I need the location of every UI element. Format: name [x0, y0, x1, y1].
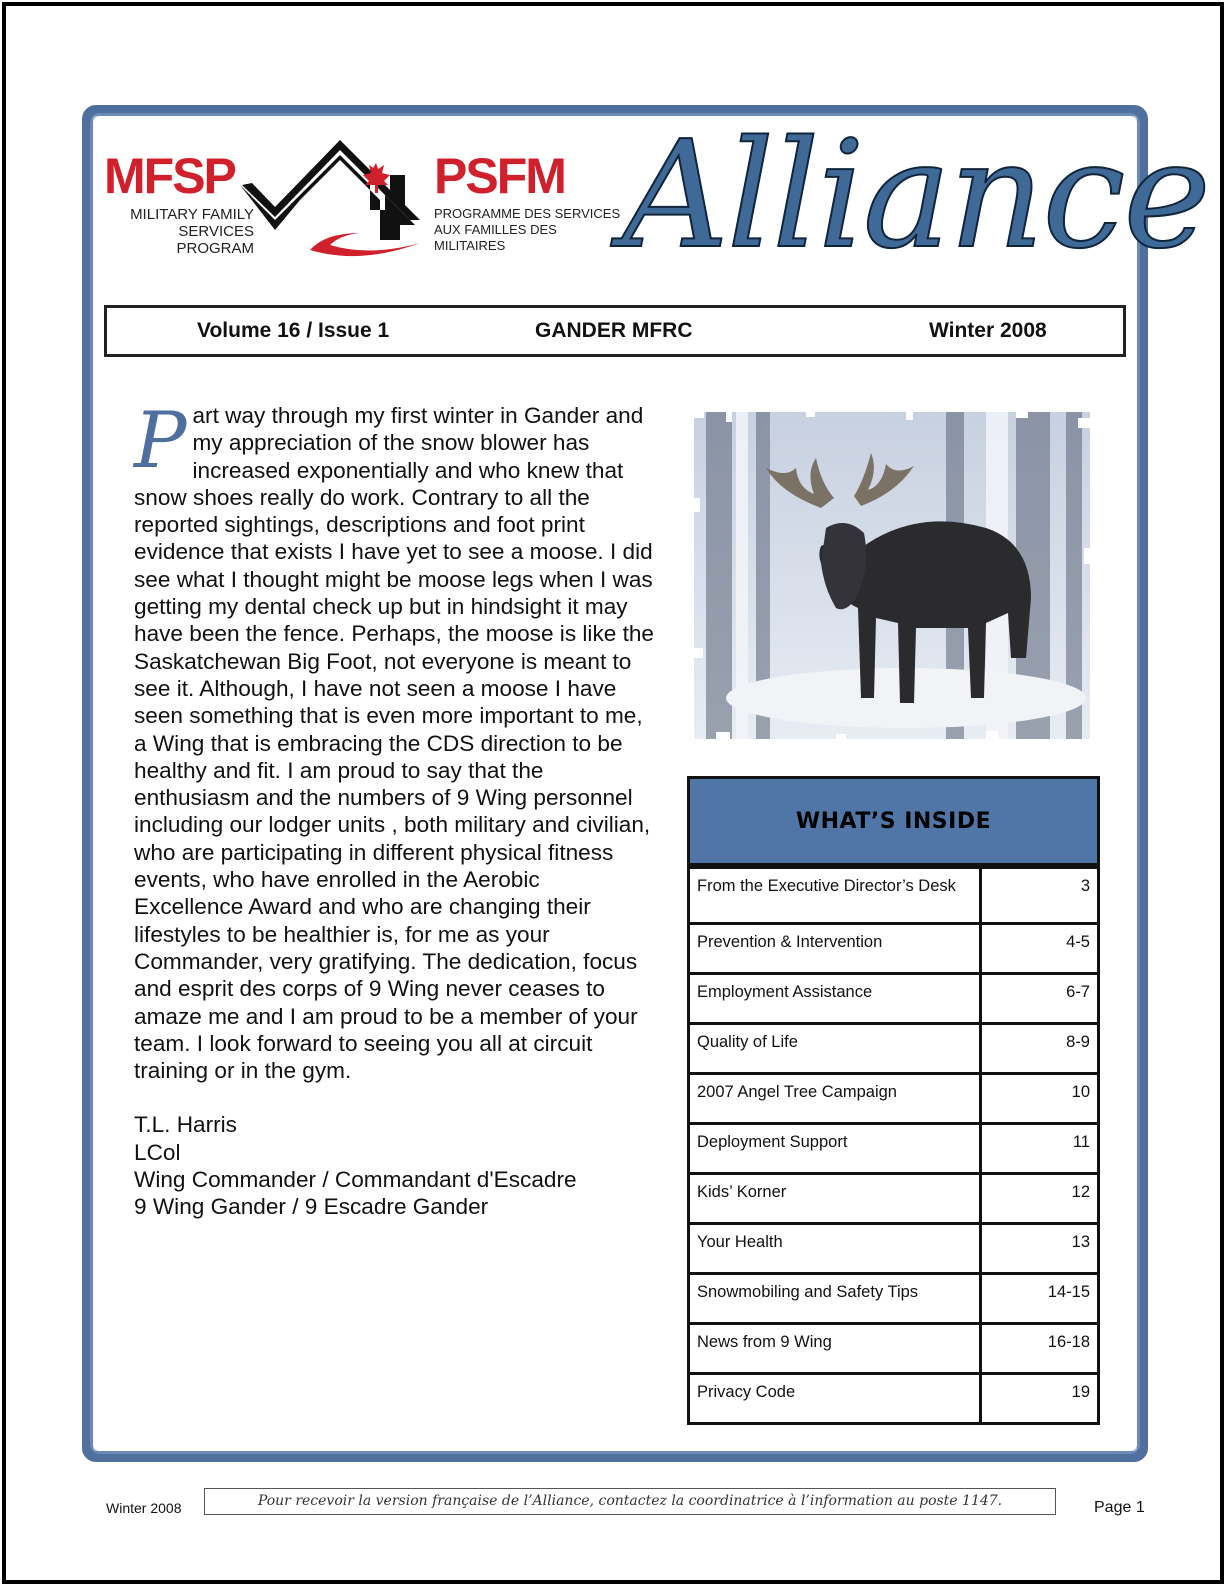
mfsp-abbr: MFSP: [104, 148, 235, 204]
toc-row: [689, 924, 1099, 974]
moose-photo: [686, 398, 1098, 753]
footer-french-notice: Pour recevoir la version française de l’Alliance, contactez la coordinatrice à l’information au poste 1147.: [204, 1488, 1056, 1515]
toc-label: News from 9 Wing: [689, 1324, 981, 1374]
toc-label: Deployment Support: [689, 1124, 981, 1174]
toc-label: From the Executive Director’s Desk: [689, 868, 981, 924]
toc-row: [689, 868, 1099, 924]
toc-label: Kids’ Korner: [689, 1174, 981, 1224]
toc-heading: WHAT’S INSIDE: [687, 776, 1100, 866]
masthead-title: Alliance: [622, 109, 1209, 281]
toc-label: 2007 Angel Tree Campaign: [689, 1074, 981, 1124]
mfsp-line1: MILITARY FAMILY: [130, 206, 254, 223]
toc-row: [689, 1024, 1099, 1074]
toc-page: 12: [981, 1174, 1099, 1224]
toc-page: 16-18: [981, 1324, 1099, 1374]
issue-volume: Volume 16 / Issue 1: [197, 319, 390, 342]
psfm-abbr: PSFM: [434, 148, 565, 204]
toc-page: 19: [981, 1374, 1099, 1424]
toc-label: Quality of Life: [689, 1024, 981, 1074]
toc-label: Privacy Code: [689, 1374, 981, 1424]
toc-row: [689, 974, 1099, 1024]
footer-season: Winter 2008: [106, 1500, 182, 1516]
psfm-subtitle: [434, 206, 624, 254]
toc-page: 3: [981, 868, 1099, 924]
toc-page: 4-5: [981, 924, 1099, 974]
commander-article: [134, 396, 654, 1221]
toc-page: 6-7: [981, 974, 1099, 1024]
toc-table: [687, 866, 1100, 1425]
toc-row: [689, 1374, 1099, 1424]
toc-label: Employment Assistance: [689, 974, 981, 1024]
footer-page-number: Page 1: [1094, 1499, 1145, 1516]
mfsp-logo: [104, 150, 254, 257]
signature-name: T.L. Harris: [134, 1112, 237, 1138]
signature-unit: 9 Wing Gander / 9 Escadre Gander: [134, 1194, 489, 1220]
toc-row: [689, 1074, 1099, 1124]
toc-row: [689, 1124, 1099, 1174]
psfm-logo: [434, 150, 624, 254]
toc-row: [689, 1324, 1099, 1374]
toc-label: Your Health: [689, 1224, 981, 1274]
toc-label: Prevention & Intervention: [689, 924, 981, 974]
psfm-line1: PROGRAMME DES SERVICES: [434, 206, 621, 221]
issue-organization: GANDER MFRC: [535, 319, 693, 342]
toc-page: 11: [981, 1124, 1099, 1174]
toc-label: Snowmobiling and Safety Tips: [689, 1274, 981, 1324]
toc-page: 14-15: [981, 1274, 1099, 1324]
mfsp-emblem-icon: [240, 135, 430, 265]
toc-page: 8-9: [981, 1024, 1099, 1074]
issue-season: Winter 2008: [929, 319, 1047, 342]
toc-page: 13: [981, 1224, 1099, 1274]
article-dropcap: P: [134, 396, 187, 486]
signature-rank: LCol: [134, 1139, 181, 1165]
toc-row: [689, 1224, 1099, 1274]
toc-row: [689, 1274, 1099, 1324]
signature-title: Wing Commander / Commandant d'Escadre: [134, 1167, 577, 1193]
issue-bar: [104, 305, 1126, 357]
mfsp-line2: SERVICES PROGRAM: [176, 223, 254, 257]
article-signature: [134, 1111, 654, 1220]
article-body: art way through my first winter in Gander and my appreciation of the snow blower has increased exponentially and who knew that snow shoes really do work. Contrary to all the reported sightings, descriptions and foot print evidence that exists I have yet to see a moose. I did see what I thought might be moose legs when I was getting my dental check up but in hindsight it may have been the fence. Perhaps, the moose is like the Saskatchewan Big Foot, not everyone is meant to see it. Although, I have not seen a moose I have seen something that is even more important to me, a Wing that is embracing the CDS direction to be healthy and fit. I am proud to say that the enthusiasm and the numbers of 9 Wing personnel including our lodger units , both military and civilian, who are participating in different physical fitness events, who have enrolled in the Aerobic Excellence Award and who are changing their lifestyles to be healthier is, for me as your Commander, very gratifying. The dedication, focus and esprit des corps of 9 Wing never ceases to amaze me and I am proud to be a member of your team. I look forward to seeing you all at circuit training or in the gym.: [134, 403, 654, 1084]
psfm-line2: AUX FAMILLES DES MILITAIRES: [434, 222, 557, 253]
toc-row: [689, 1174, 1099, 1224]
mfsp-subtitle: [104, 206, 254, 257]
toc-page: 10: [981, 1074, 1099, 1124]
